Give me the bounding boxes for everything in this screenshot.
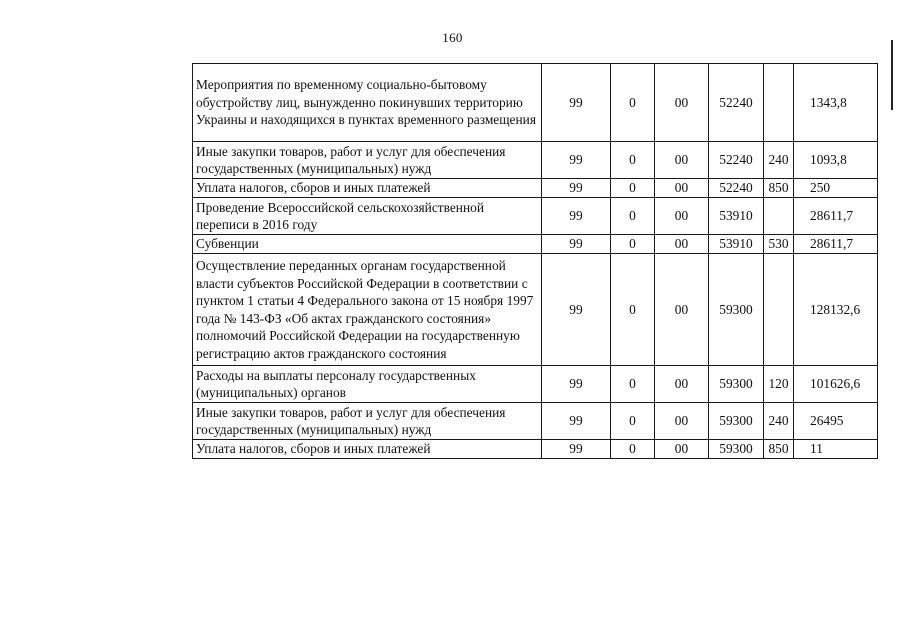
cell-c3: 00 bbox=[655, 179, 709, 198]
cell-c1: 99 bbox=[542, 254, 611, 366]
cell-c3: 00 bbox=[655, 142, 709, 179]
cell-c2: 0 bbox=[611, 64, 655, 142]
cell-c4: 53910 bbox=[709, 198, 764, 235]
table-row bbox=[193, 403, 878, 440]
table-row bbox=[193, 64, 878, 142]
cell-c5 bbox=[764, 64, 794, 142]
cell-c4: 59300 bbox=[709, 440, 764, 459]
cell-amount: 28611,7 bbox=[794, 235, 878, 254]
cell-amount: 128132,6 bbox=[794, 254, 878, 366]
cell-c2: 0 bbox=[611, 142, 655, 179]
cell-c4: 52240 bbox=[709, 64, 764, 142]
table-row bbox=[193, 440, 878, 459]
cell-c3: 00 bbox=[655, 440, 709, 459]
cell-c4: 59300 bbox=[709, 366, 764, 403]
cell-c5 bbox=[764, 198, 794, 235]
row-name: Иные закупки товаров, работ и услуг для обеспечения государственных (муниципальных) нужд bbox=[193, 142, 542, 179]
cell-c1: 99 bbox=[542, 179, 611, 198]
cell-c5: 850 bbox=[764, 440, 794, 459]
cell-amount: 28611,7 bbox=[794, 198, 878, 235]
cell-c2: 0 bbox=[611, 366, 655, 403]
cell-c1: 99 bbox=[542, 366, 611, 403]
cell-c2: 0 bbox=[611, 440, 655, 459]
cell-c4: 53910 bbox=[709, 235, 764, 254]
cell-c1: 99 bbox=[542, 142, 611, 179]
cell-c3: 00 bbox=[655, 198, 709, 235]
table-row bbox=[193, 198, 878, 235]
row-name: Уплата налогов, сборов и иных платежей bbox=[193, 179, 542, 198]
row-name: Проведение Всероссийской сельскохозяйственной переписи в 2016 году bbox=[193, 198, 542, 235]
table-row bbox=[193, 235, 878, 254]
cell-c1: 99 bbox=[542, 235, 611, 254]
budget-table bbox=[192, 63, 878, 459]
cell-c2: 0 bbox=[611, 254, 655, 366]
cell-c5: 240 bbox=[764, 403, 794, 440]
cell-amount: 1093,8 bbox=[794, 142, 878, 179]
cell-c2: 0 bbox=[611, 235, 655, 254]
cell-amount: 1343,8 bbox=[794, 64, 878, 142]
cell-c2: 0 bbox=[611, 179, 655, 198]
cell-c4: 52240 bbox=[709, 142, 764, 179]
cell-c3: 00 bbox=[655, 254, 709, 366]
cell-c1: 99 bbox=[542, 403, 611, 440]
row-name: Мероприятия по временному социально-бытовому обустройству лиц, вынужденно покинувших территорию Украины и находящихся в пунктах временного размещения bbox=[193, 64, 542, 142]
row-name: Расходы на выплаты персоналу государственных (муниципальных) органов bbox=[193, 366, 542, 403]
table-row bbox=[193, 179, 878, 198]
cell-c3: 00 bbox=[655, 235, 709, 254]
cell-c1: 99 bbox=[542, 440, 611, 459]
cell-c1: 99 bbox=[542, 198, 611, 235]
table-row bbox=[193, 366, 878, 403]
cell-c5: 240 bbox=[764, 142, 794, 179]
page-edge-line bbox=[891, 40, 893, 110]
page-number: 160 bbox=[442, 30, 463, 45]
cell-c4: 59300 bbox=[709, 254, 764, 366]
cell-c1: 99 bbox=[542, 64, 611, 142]
cell-c5: 850 bbox=[764, 179, 794, 198]
cell-c2: 0 bbox=[611, 198, 655, 235]
cell-c2: 0 bbox=[611, 403, 655, 440]
cell-c4: 52240 bbox=[709, 179, 764, 198]
row-name: Субвенции bbox=[193, 235, 542, 254]
cell-amount: 101626,6 bbox=[794, 366, 878, 403]
cell-c5: 120 bbox=[764, 366, 794, 403]
cell-c3: 00 bbox=[655, 366, 709, 403]
cell-amount: 250 bbox=[794, 179, 878, 198]
cell-c5: 530 bbox=[764, 235, 794, 254]
row-name: Уплата налогов, сборов и иных платежей bbox=[193, 440, 542, 459]
table-row bbox=[193, 142, 878, 179]
cell-c5 bbox=[764, 254, 794, 366]
table-row bbox=[193, 254, 878, 366]
cell-amount: 11 bbox=[794, 440, 878, 459]
cell-c4: 59300 bbox=[709, 403, 764, 440]
cell-c3: 00 bbox=[655, 403, 709, 440]
cell-c3: 00 bbox=[655, 64, 709, 142]
cell-amount: 26495 bbox=[794, 403, 878, 440]
row-name: Иные закупки товаров, работ и услуг для обеспечения государственных (муниципальных) нужд bbox=[193, 403, 542, 440]
row-name: Осуществление переданных органам государственной власти субъектов Российской Федерации в соответствии с пунктом 1 статьи 4 Федерального закона от 15 ноября 1997 года № 143-ФЗ «Об актах гражданского состояния» полномочий Российской Федерации на государственную регистрацию актов гражданского состояния bbox=[193, 254, 542, 366]
